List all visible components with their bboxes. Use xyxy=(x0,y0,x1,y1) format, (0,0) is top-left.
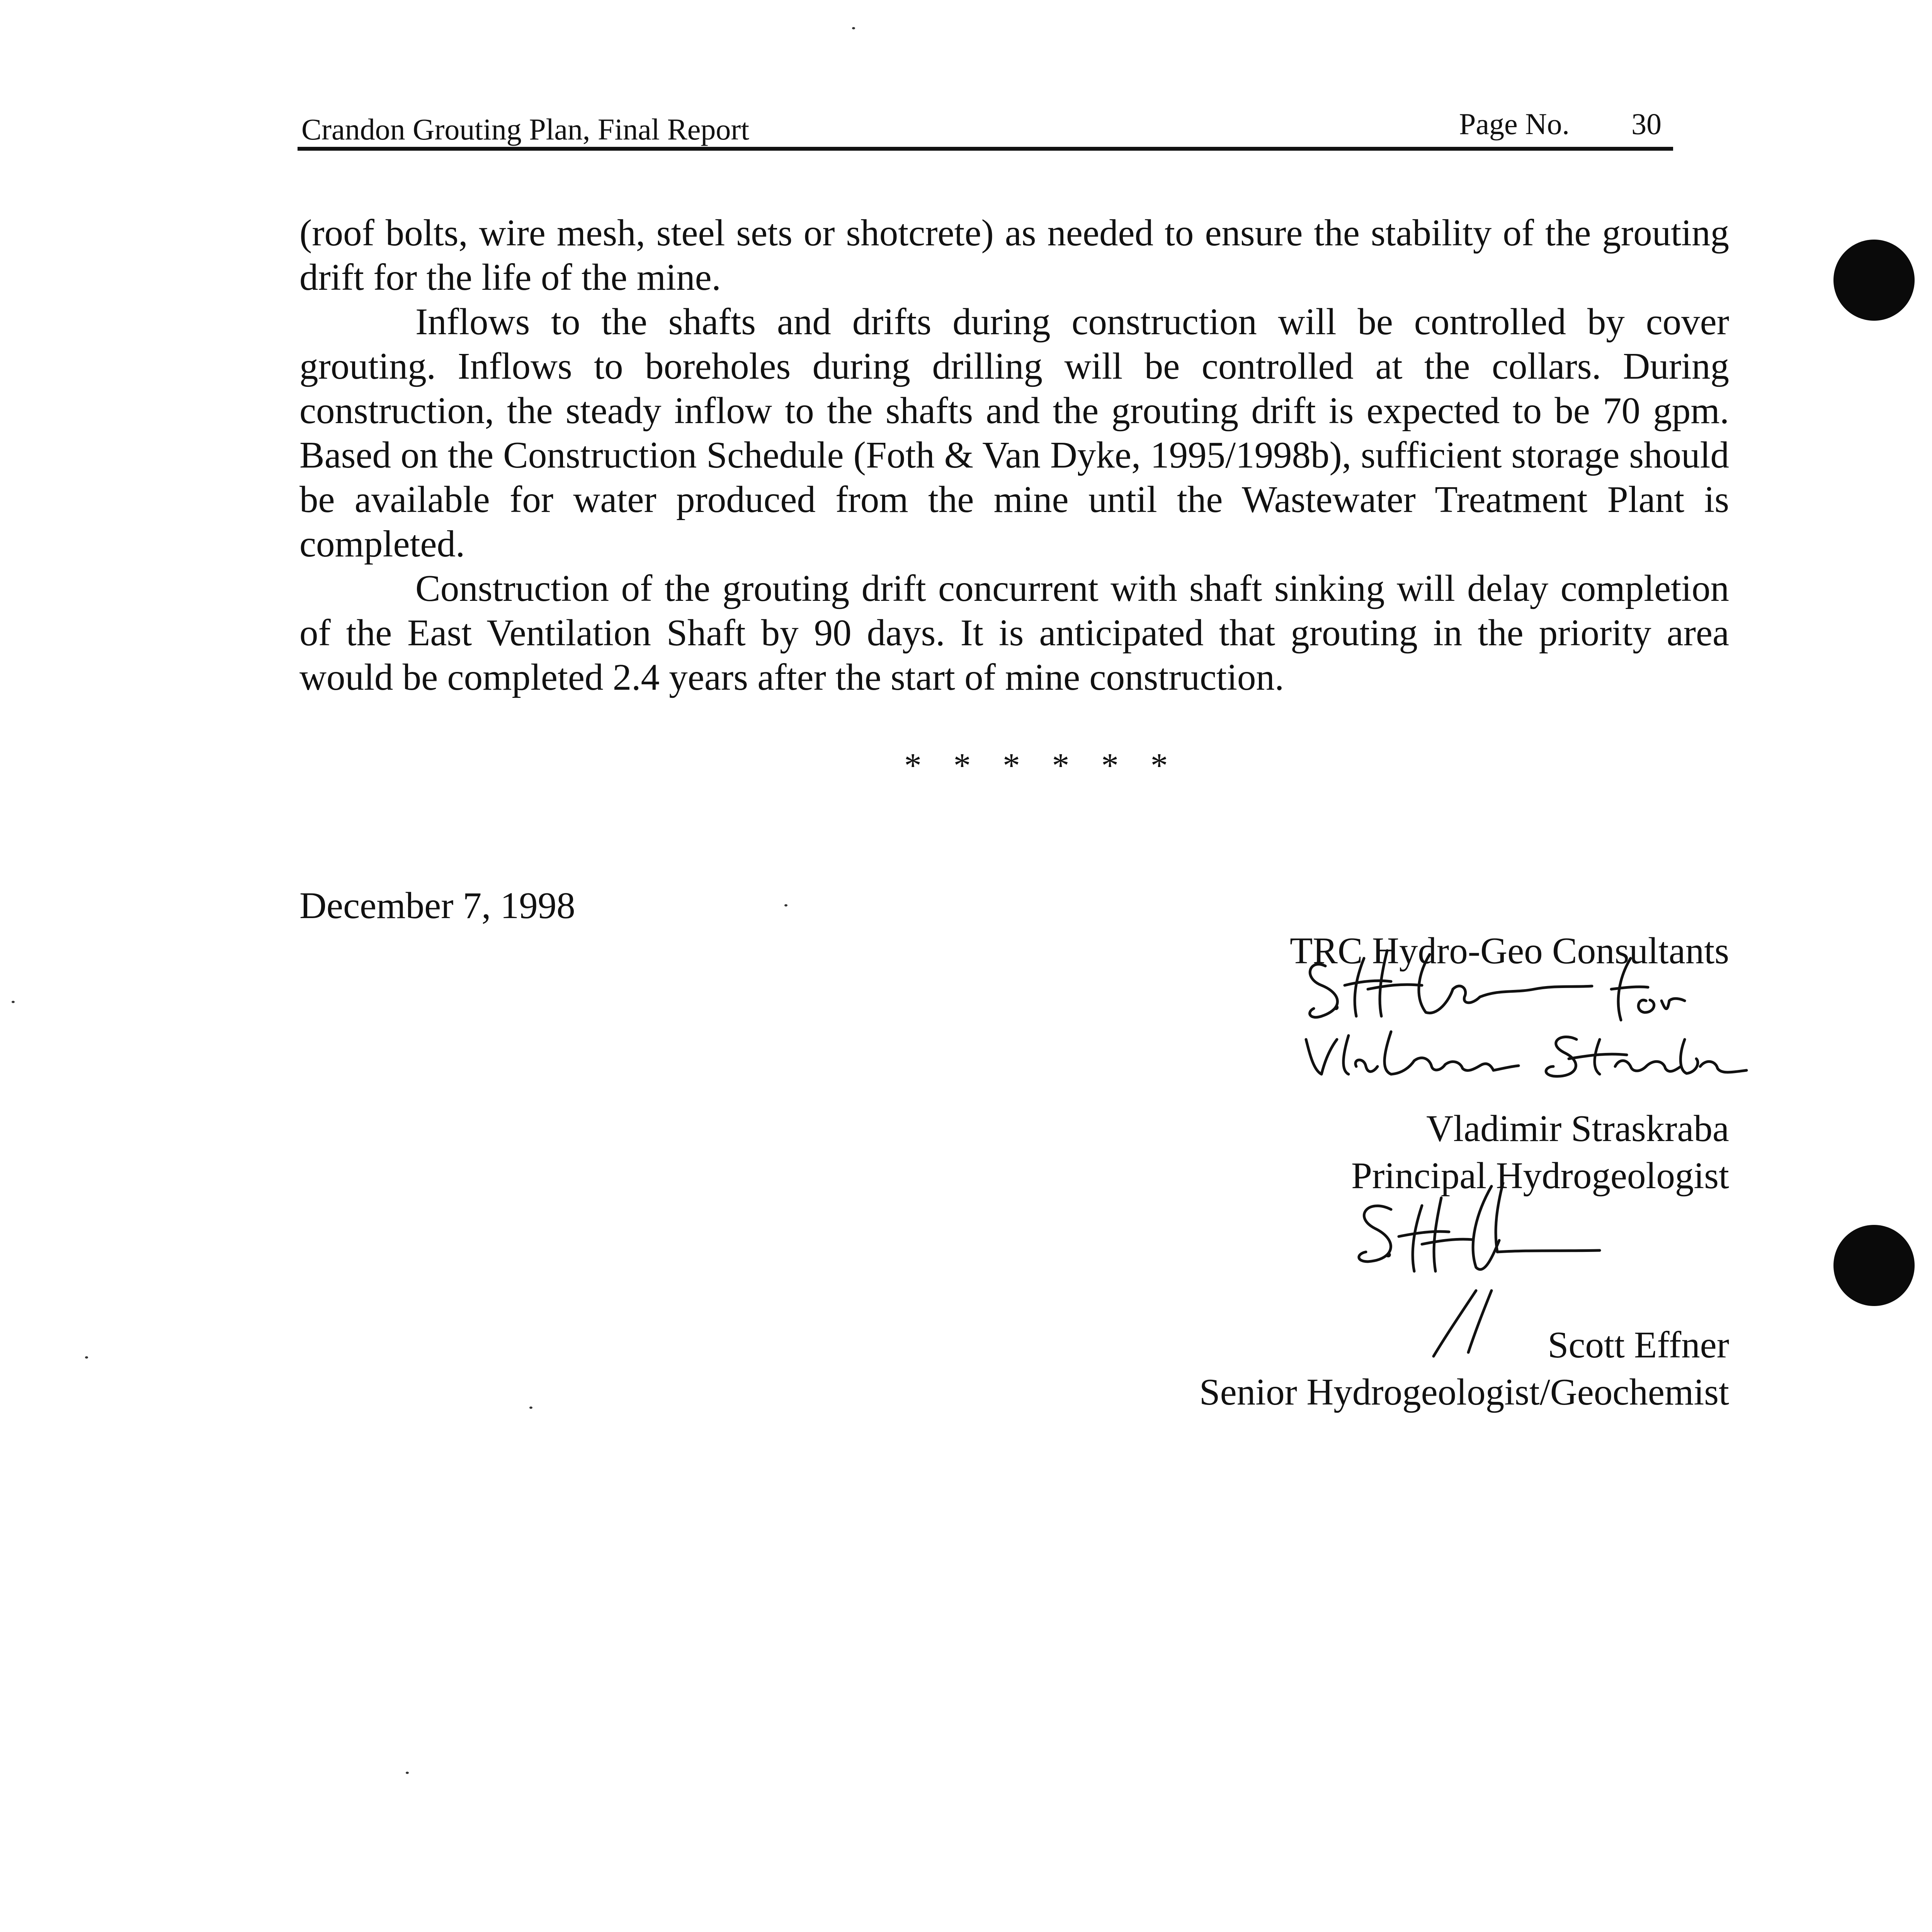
scan-speck xyxy=(406,1772,409,1774)
signer-1-name: Vladimir Straskraba xyxy=(1426,1108,1729,1149)
document-date: December 7, 1998 xyxy=(299,885,575,926)
paragraph-2: Inflows to the shafts and drifts during construction will be controlled by cover grouting. Inflows to boreholes during drilling will be controlled at the collars. During construction, the steady inflow to the shafts and the grouting drift is expected to be 70 gpm. Based on the Construction Schedule (Foth & Van Dyke, 1995/1998b), sufficient storage should be available for water produced from the mine until the Wastewater Treatment Plant is completed. xyxy=(299,301,1729,565)
report-title: Crandon Grouting Plan, Final Report xyxy=(301,112,750,146)
signer-2-title: Senior Hydrogeologist/Geochemist xyxy=(1199,1371,1729,1413)
page-number-label xyxy=(1459,109,1662,139)
handwritten-signature-2 xyxy=(1345,1182,1662,1376)
handwritten-signature-1 xyxy=(1298,943,1754,1097)
body-text xyxy=(299,211,1729,699)
paragraph-3: Construction of the grouting drift concurrent with shaft sinking will delay completion of the East Ventilation Shaft by 90 days. It is anticipated that grouting in the priority area would be completed 2.4 years after the start of mine construction. xyxy=(299,568,1729,698)
firm-name: TRC Hydro-Geo Consultants xyxy=(1289,930,1729,971)
section-separator: * * * * * * xyxy=(904,747,1180,785)
scan-speck xyxy=(784,904,787,906)
binder-hole xyxy=(1833,240,1915,321)
binder-hole xyxy=(1833,1225,1915,1306)
paragraph-1: (roof bolts, wire mesh, steel sets or shotcrete) as needed to ensure the stability of the grouting drift for the life of the mine. xyxy=(299,212,1729,298)
scan-speck xyxy=(529,1406,532,1409)
running-header xyxy=(298,97,1673,151)
signer-2-name: Scott Effner xyxy=(1548,1324,1729,1366)
scan-speck xyxy=(12,1001,15,1003)
page-label: Page No. xyxy=(1459,107,1570,141)
page-number: 30 xyxy=(1631,107,1662,141)
signer-1-title: Principal Hydrogeologist xyxy=(1351,1155,1729,1196)
scan-speck xyxy=(85,1356,88,1359)
scan-speck xyxy=(852,27,855,29)
